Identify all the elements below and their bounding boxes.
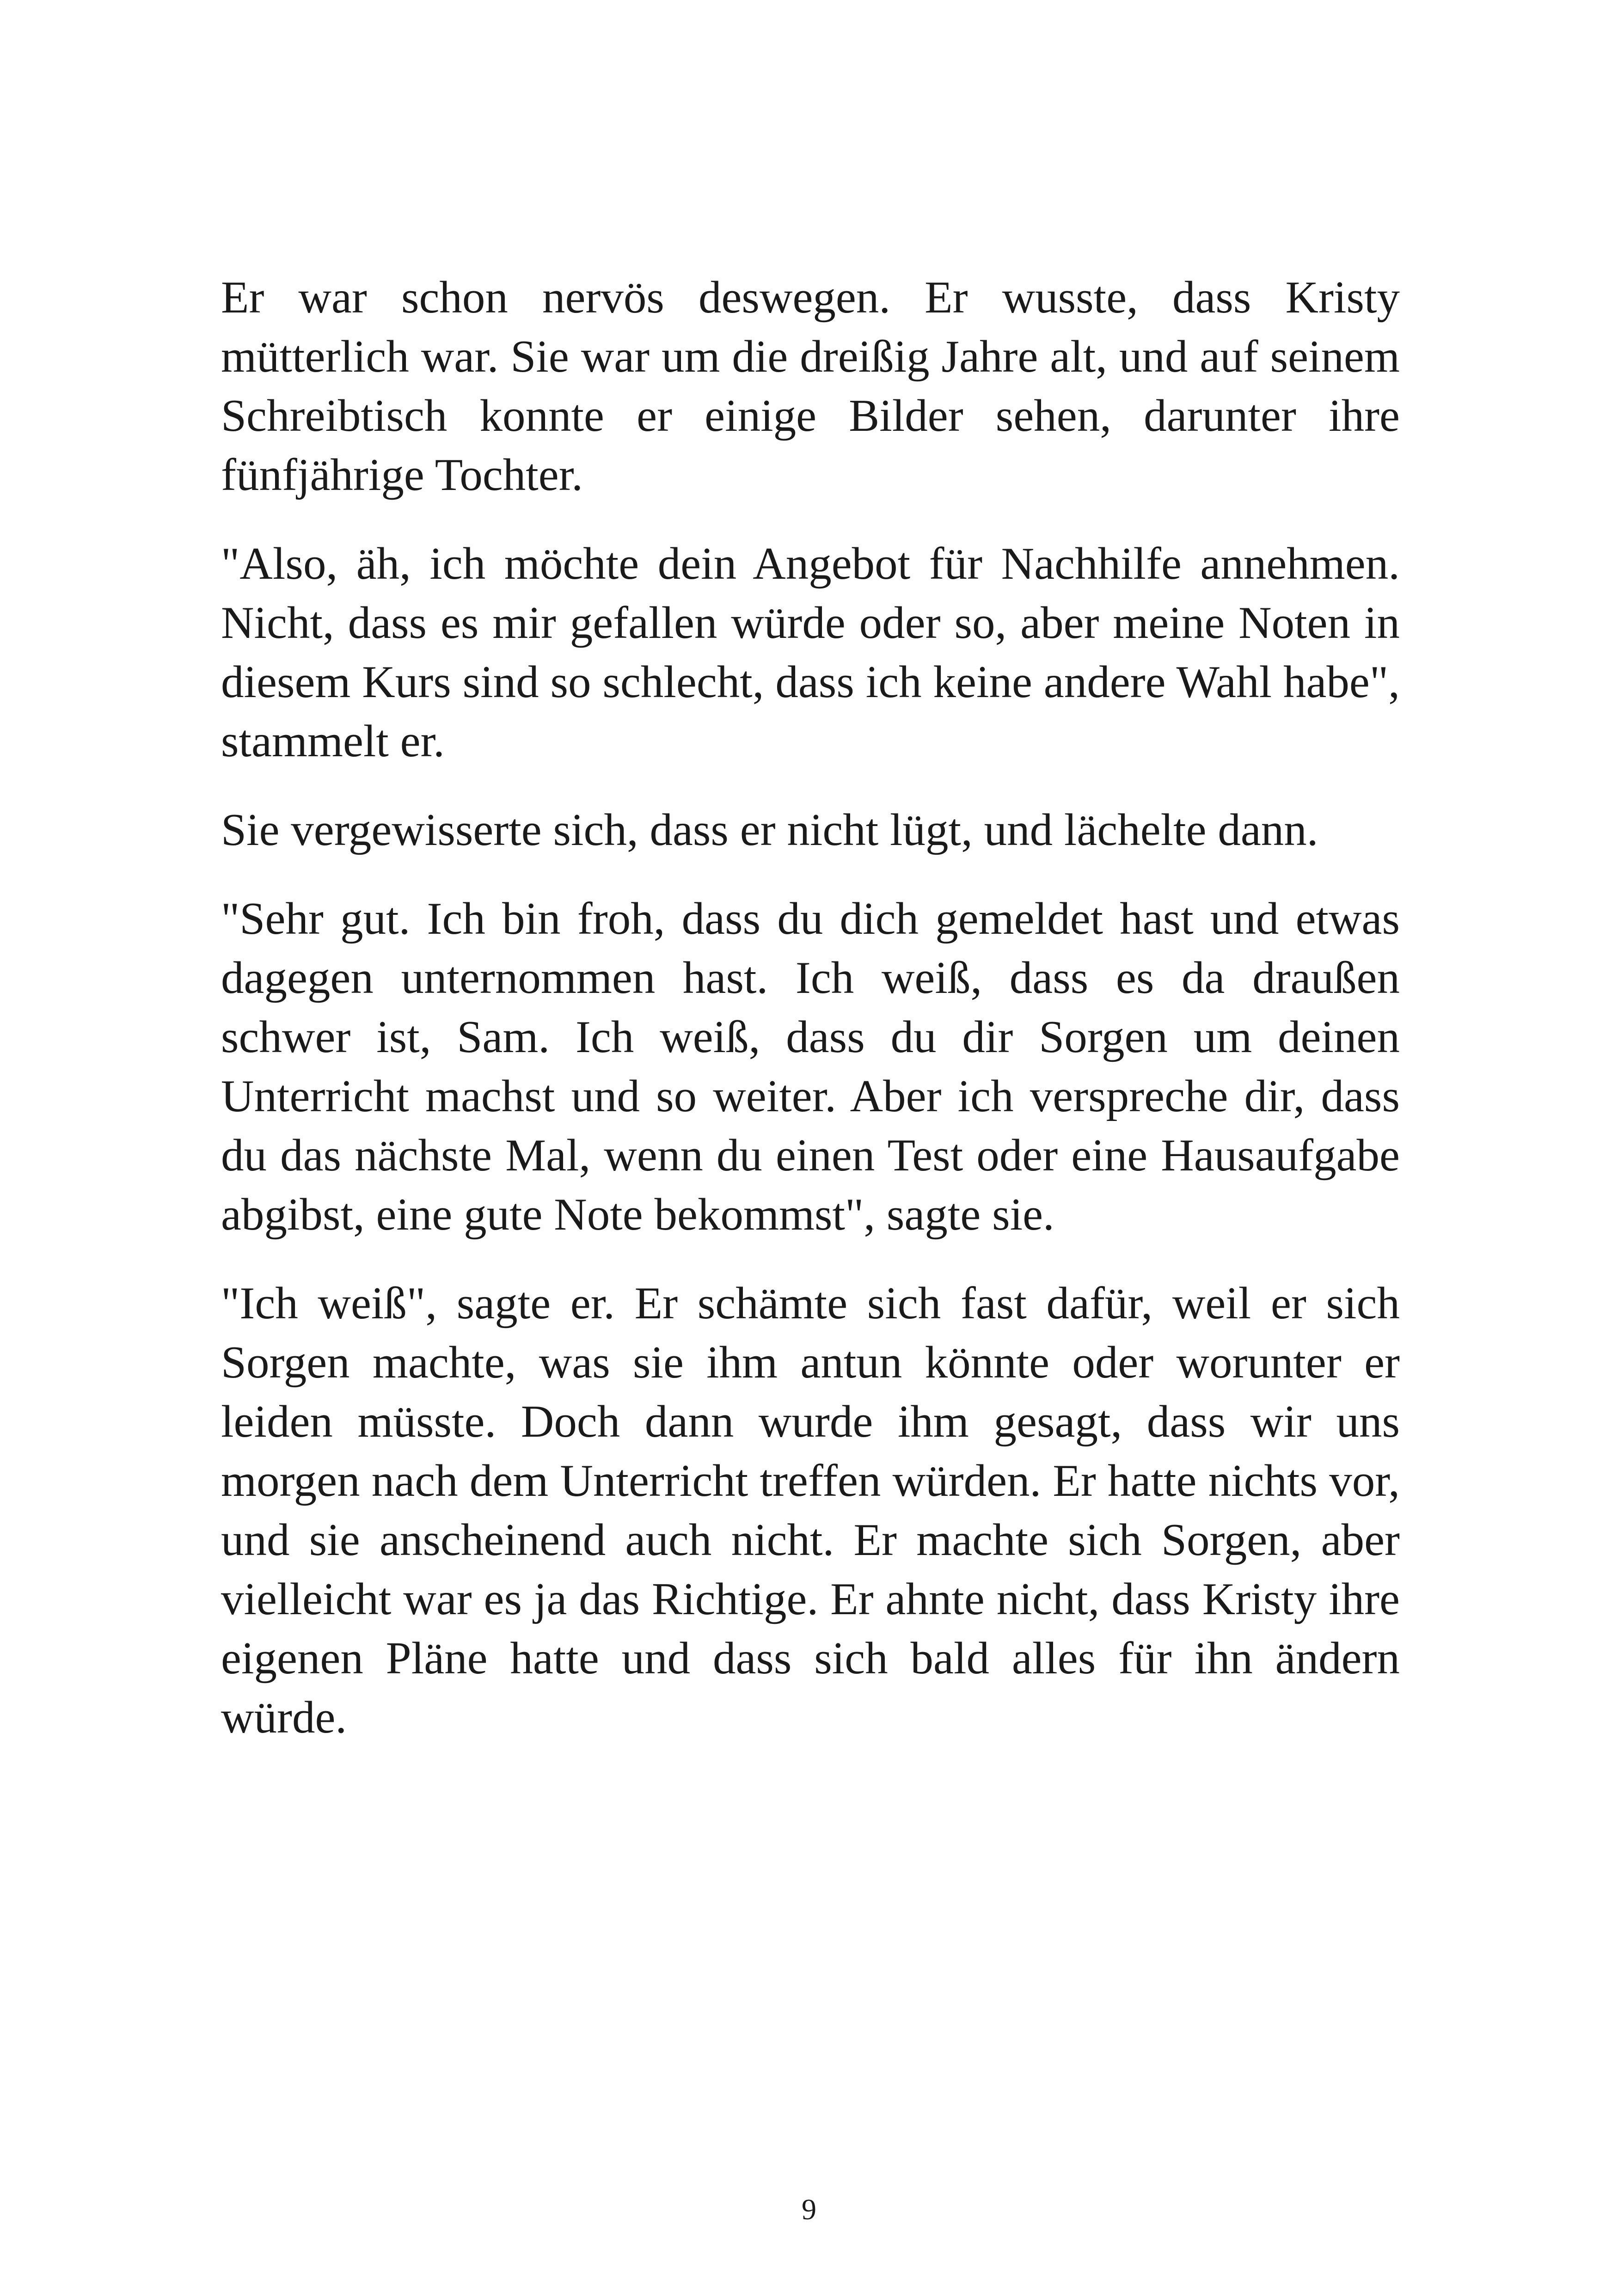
paragraph-2: "Also, äh, ich möchte dein Angebot für Nachhilfe annehmen. Nicht, dass es mir gefallen würde oder so, aber meine Noten in diesem Kurs sind so schlecht, dass ich keine andere Wahl habe", stammelt er. — [221, 539, 1400, 766]
paragraph-3: Sie vergewisserte sich, dass er nicht lügt, und lächelte dann. — [221, 805, 1318, 855]
paragraph-1: Er war schon nervös deswegen. Er wusste, dass Kristy mütterlich war. Sie war um die dreißig Jahre alt, und auf seinem Schreibtisch konnte er einige Bilder sehen, darunter ihre fünfjährige Tochter. — [221, 272, 1400, 500]
paragraph-5: "Ich weiß", sagte er. Er schämte sich fast dafür, weil er sich Sorgen machte, was sie ihm antun könnte oder worunter er leiden müsste. Doch dann wurde ihm gesagt, dass wir uns morgen nach dem Unterricht treffen würden. Er hatte nichts vor, und sie anscheinend auch nicht. Er machte sich Sorgen, aber vielleicht war es ja das Richtige. Er ahnte nicht, dass Kristy ihre eigenen Pläne hatte und dass sich bald alles für ihn ändern würde. — [221, 1278, 1400, 1743]
paragraph-4: "Sehr gut. Ich bin froh, dass du dich gemeldet hast und etwas dagegen unternommen hast. Ich weiß, dass es da draußen schwer ist, Sam. Ich weiß, dass du dir Sorgen um deinen Unterricht machst und so weiter. Aber ich verspreche dir, dass du das nächste Mal, wenn du einen Test oder eine Hausaufgabe abgibst, eine gute Note bekommst", sagte sie. — [221, 894, 1400, 1240]
body-text — [221, 268, 1400, 1777]
page-number: 9 — [802, 2193, 816, 2226]
